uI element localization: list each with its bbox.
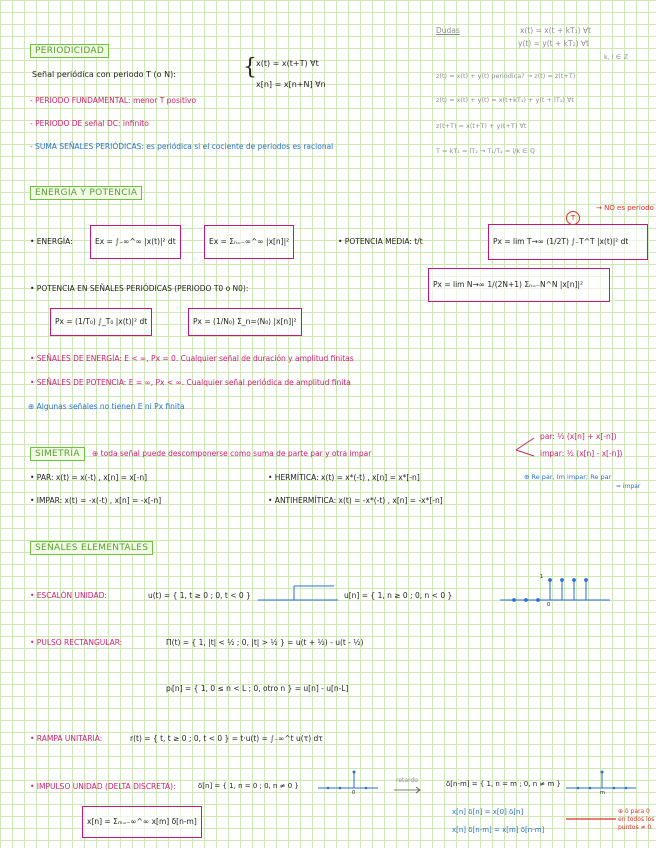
energy-discrete-box: Ex = Σₙ₌₋∞^∞ |x[n]|²: [204, 225, 294, 259]
impulso-desplazado-eq: δ[n-m] = { 1, n = m ; 0, n ≠ m }: [446, 780, 561, 788]
suma-periodicas: - SUMA SEÑALES PERIÓDICAS: es periódica si el cociente de periodos es racional: [30, 142, 334, 151]
retardo-label: retardo: [396, 777, 418, 784]
potencia-periodicas: • POTENCIA EN SEÑALES PERIÓDICAS (PERIODO T0 o N0):: [30, 284, 249, 293]
dudas-label: Dudas: [436, 26, 460, 35]
t-circle-mark: T: [566, 211, 580, 225]
step-tick-one: 1: [540, 574, 544, 580]
impulso-label: • IMPULSO UNIDAD (DELTA DISCRETA):: [30, 782, 176, 791]
par-formula: par: ½ (x[n] + x[-n]): [540, 432, 617, 441]
retardo-arrow: [394, 786, 424, 794]
power-discrete-box: Px = lim N→∞ 1/(2N+1) Σₙ₌₋N^N |x[n]|²: [428, 268, 610, 302]
impulse-tick-m: m: [600, 790, 605, 796]
senales-potencia: • SEÑALES DE POTENCIA: E = ∞, Px < ∞. Cualquier señal periódica de amplitud finita: [30, 378, 351, 387]
step-continuous-plot: [258, 582, 338, 606]
impar-formula: impar: ½ (x[n] - x[-n]): [540, 449, 623, 458]
simetria-par: • PAR: x(t) = x(-t) , x[n] = x[-n]: [30, 473, 148, 482]
no-es-periodo-note: → NO es periodo: [596, 204, 654, 212]
pulso-label: • PULSO RECTANGULAR:: [30, 638, 123, 647]
dudas-line-5: z(t+T) = x(t+T) + y(t+T) ∀t: [436, 122, 527, 130]
rampa-eq: r(t) = { t, t ≥ 0 ; 0, t < 0 } = t·u(t) = ∫₋∞^t u(τ) dτ: [130, 734, 323, 743]
step-tick-zero: 0: [547, 602, 551, 608]
dudas-line-4: z(t) = x(t) + y(t) = x(t+kT₁) + y(t + lT₂) ∀t: [436, 96, 575, 104]
section-title-elementales: SEÑALES ELEMENTALES: [30, 541, 153, 555]
dudas-line-3: z(t) = x(t) + y(t) periódica? → z(t) = z(t+T): [436, 72, 576, 80]
power-periodic-discrete-box: Px = (1/N₀) Σ_n=⟨N₀⟩ |x[n]|²: [188, 308, 302, 336]
impulso-eq: δ[n] = { 1, n = 0 ; 0, n ≠ 0 }: [198, 782, 299, 790]
brace: {: [243, 55, 257, 80]
periodic-eq-discrete: x[n] = x[n+N] ∀n: [256, 80, 326, 89]
periodo-dc: - PERIODO DE señal DC: infinito: [30, 119, 149, 128]
energia-label: • ENERGÍA:: [30, 237, 73, 246]
simetria-nota: ⊕ Re par, Im impar; Re par: [524, 473, 612, 481]
senal-periodica-text: Señal periódica con periodo T (o N):: [32, 70, 176, 79]
pulso-cont-eq: Π(t) = { 1, |t| < ½ ; 0, |t| > ½ } = u(t + ½) - u(t - ½): [166, 638, 364, 647]
escalon-disc-eq: u[n] = { 1, n ≥ 0 ; 0, n < 0 }: [344, 591, 453, 600]
periodo-fundamental: - PERIODO FUNDAMENTAL: menor T positivo: [30, 96, 197, 105]
rampa-label: • RAMPA UNITARIA:: [30, 734, 103, 743]
simetria-nota-2: = impar: [616, 483, 641, 490]
sum-of-impulses-box: x[n] = Σₘ₌₋∞^∞ x[m] δ[n-m]: [82, 806, 202, 838]
section-title-periodicidad: PERIODICIDAD: [30, 44, 109, 58]
dudas-line-6: T = kT₁ = lT₂ → T₁/T₂ = l/k ∈ ℚ: [436, 147, 536, 155]
escalon-cont-eq: u(t) = { 1, t ≥ 0 ; 0, t < 0 }: [148, 591, 251, 600]
section-title-energia: ENERGÍA Y POTENCIA: [30, 186, 142, 200]
dudas-line-2: k, l ∈ ℤ: [604, 53, 629, 61]
power-periodic-continuous-box: Px = (1/T₀) ∫_T₀ |x(t)|² dt: [50, 308, 152, 336]
simetria-antihermitica: • ANTIHERMÍTICA: x(t) = -x*(-t) , x[n] = -x*[-n]: [268, 496, 443, 505]
split-arrow: [516, 436, 536, 460]
impulse-red-note: ⊕ δ para 0 en todos los puntos ≠ 0: [618, 808, 655, 831]
simetria-intro: ⊕ toda señal puede descomponerse como suma de parte par y otra impar: [92, 449, 372, 458]
potencia-media-label: • POTENCIA MEDIA: t/t: [338, 237, 423, 246]
step-discrete-plot: [500, 576, 610, 606]
algunas-senales: ⊕ Algunas señales no tienen E ni Px finita: [28, 402, 185, 411]
section-title-simetria: SIMETRÍA: [30, 447, 85, 461]
energy-continuous-box: Ex = ∫₋∞^∞ |x(t)|² dt: [90, 225, 181, 259]
impulse-property-1: x[n] δ[n] = x[0] δ[n]: [452, 808, 524, 816]
escalon-label: • ESCALÓN UNIDAD:: [30, 591, 107, 600]
impulse-property-2: x[n] δ[n-m] = x[m] δ[n-m]: [452, 826, 545, 834]
red-underline: [566, 816, 616, 822]
dudas-line-1: x(t) = x(t + kT₁) ∀t: [520, 26, 591, 35]
pulso-disc-eq: pₗ[n] = { 1, 0 ≤ n < L ; 0, otro n } = u[n] - u[n-L]: [166, 684, 349, 693]
power-continuous-box: Px = lim T→∞ (1/2T) ∫₋T^T |x(t)|² dt: [488, 224, 648, 260]
senales-energia: • SEÑALES DE ENERGÍA: E < ∞, Px = 0. Cualquier señal de duración y amplitud finitas: [30, 354, 354, 363]
impulse-plot: [318, 768, 378, 794]
simetria-hermitica: • HERMÍTICA: x(t) = x*(-t) , x[n] = x*[-n]: [268, 473, 420, 482]
simetria-impar: • IMPAR: x(t) = -x(-t) , x[n] = -x[-n]: [30, 496, 162, 505]
periodic-eq-continuous: x(t) = x(t+T) ∀t: [256, 59, 319, 68]
impulse-tick-zero: 0: [352, 790, 356, 796]
dudas-line-1b: y(t) = y(t + kT₂) ∀t: [518, 39, 589, 48]
